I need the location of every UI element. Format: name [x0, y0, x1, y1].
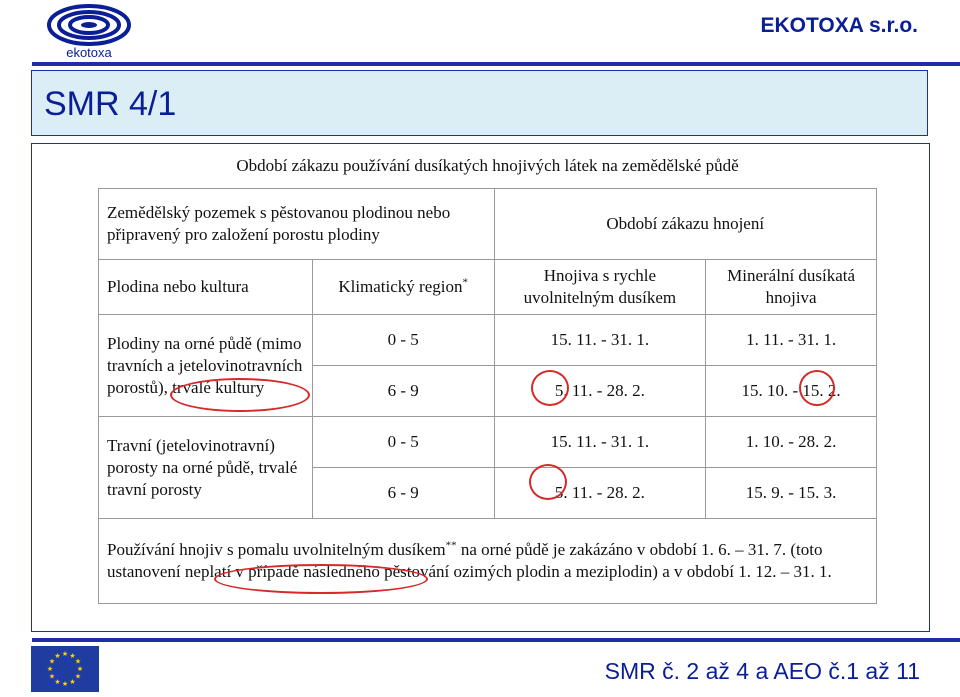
highlight-ellipse	[799, 370, 835, 406]
note-footnote-mark: **	[445, 539, 457, 552]
highlight-ellipse	[214, 564, 428, 594]
eu-stars-icon	[31, 646, 99, 692]
logo-wordmark: ekotoxa	[66, 45, 112, 60]
footer-divider	[32, 638, 960, 642]
note-rest: na orné půdě je zakázáno v období 1. 6. – 31. 7. (toto ustanovení neplatí v případě následného pěstování ozimých plodin a meziplodin) a v období 1. 12. – 31. 1.	[107, 540, 832, 581]
svg-text:★: ★	[74, 672, 82, 681]
slide-title: SMR 4/1	[44, 85, 177, 123]
svg-text:★: ★	[69, 652, 76, 660]
svg-text:★: ★	[61, 680, 69, 688]
crop-cell: Travní (jetelovinotravní) porosty na orné půdě, trvalé travní porosty	[99, 417, 313, 519]
svg-text:★: ★	[48, 657, 56, 666]
region-cell: 6 - 9	[312, 366, 494, 417]
svg-text:★: ★	[54, 652, 61, 660]
mineral-n-cell: 1. 10. - 28. 2.	[706, 417, 877, 468]
mineral-n-cell: 15. 9. - 15. 3.	[706, 468, 877, 519]
table-note-row	[99, 519, 877, 604]
region-cell: 0 - 5	[312, 417, 494, 468]
col-region-label: Klimatický region	[338, 277, 463, 296]
footer-caption: SMR č. 2 až 4 a AEO č.1 až 11	[604, 658, 920, 684]
svg-text:★: ★	[46, 665, 54, 673]
highlight-ellipse	[529, 464, 567, 500]
fast-n-cell: 5. 11. - 28. 2.	[494, 468, 706, 519]
svg-text:★: ★	[76, 665, 84, 673]
svg-text:★: ★	[48, 672, 56, 681]
region-cell: 0 - 5	[312, 315, 494, 366]
highlight-ellipse	[531, 370, 569, 406]
region-cell: 6 - 9	[312, 468, 494, 519]
header-ban-period-cell: Období zákazu hnojení	[494, 189, 876, 260]
header-land-cell: Zemědělský pozemek s pěstovanou plodinou nebo připravený pro založení porostu plodiny	[99, 189, 495, 260]
document-title: Období zákazu používání dusíkatých hnojivých látek na zemědělské půdě	[236, 156, 739, 175]
header-divider	[32, 62, 960, 66]
svg-text:★: ★	[74, 657, 82, 666]
svg-text:★: ★	[61, 650, 69, 658]
svg-text:★: ★	[69, 678, 76, 686]
crop-cell: Plodiny na orné půdě (mimo travních a jetelovinotravních porostů), trvalé kultury	[99, 315, 313, 417]
mineral-n-cell: 15. 10. - 15. 2.	[706, 366, 877, 417]
fast-n-cell: 15. 11. - 31. 1.	[494, 315, 706, 366]
ekotoxa-logo	[46, 4, 132, 60]
svg-text:★: ★	[54, 678, 61, 686]
slow-release-note	[99, 519, 877, 604]
fast-n-cell: 15. 11. - 31. 1.	[494, 417, 706, 468]
region-footnote-mark: *	[462, 276, 468, 289]
table-subheader-row	[99, 260, 877, 315]
table-row	[99, 417, 877, 468]
col-crop-header: Plodina nebo kultura	[99, 260, 313, 315]
company-name: EKOTOXA s.r.o.	[760, 14, 918, 37]
fast-n-cell: 5. 11. - 28. 2.	[494, 366, 706, 417]
table-header-row	[99, 189, 877, 260]
col-fast-n-header: Hnojiva s rychle uvolnitelným dusíkem	[494, 260, 706, 315]
table-row	[99, 315, 877, 366]
mineral-n-cell: 1. 11. - 31. 1.	[706, 315, 877, 366]
eu-flag-icon	[31, 646, 99, 692]
col-region-header	[312, 260, 494, 315]
title-band	[31, 70, 928, 136]
regulation-table-document	[98, 150, 877, 602]
note-lead: Používání hnojiv s pomalu uvolnitelným dusíkem	[107, 540, 446, 559]
highlight-ellipse	[170, 378, 310, 412]
col-mineral-n-header: Minerální dusíkatá hnojiva	[706, 260, 877, 315]
